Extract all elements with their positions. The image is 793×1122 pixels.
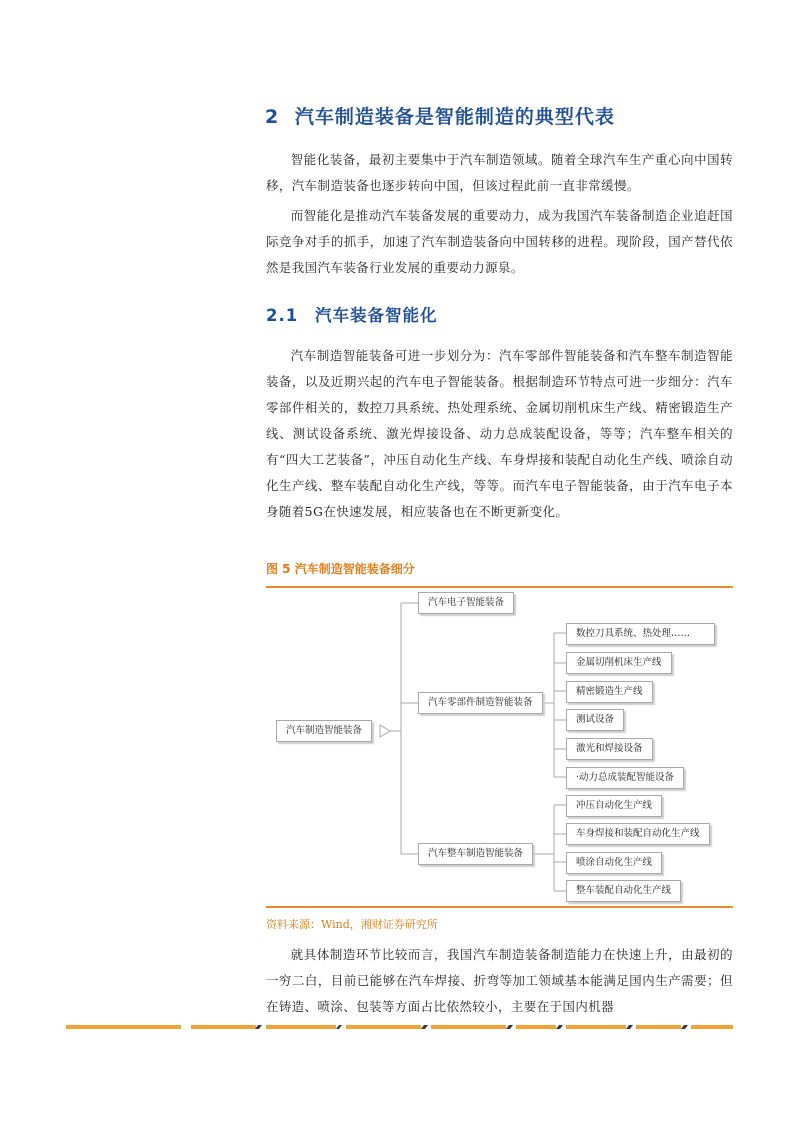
node-parts: 汽车零部件制造智能装备	[418, 692, 543, 714]
figure-top-rule	[266, 586, 733, 588]
node-electronics: 汽车电子智能装备	[418, 592, 514, 614]
parts-child-1: 数控刀具系统、热处理……	[566, 623, 715, 645]
vehicle-child-2: 车身焊接和装配自动化生产线	[566, 823, 710, 845]
section-heading	[265, 102, 615, 129]
figure-source: 资料来源：Wind，湘财证券研究所	[266, 918, 438, 931]
figure-title: 图 5 汽车制造智能装备细分	[266, 562, 415, 576]
footer-stripe	[66, 1025, 733, 1031]
subsection-heading	[266, 302, 437, 326]
root-node: 汽车制造智能装备	[276, 720, 372, 742]
subsection-number: 2.1	[266, 306, 299, 325]
vehicle-child-4: 整车装配自动化生产线	[566, 880, 681, 902]
parts-child-3: 精密锻造生产线	[566, 681, 653, 703]
parts-child-2: 金属切削机床生产线	[566, 652, 672, 674]
section-title: 汽车制造装备是智能制造的典型代表	[294, 106, 615, 128]
section-number: 2	[265, 106, 280, 128]
paragraph-3: 汽车制造智能装备可进一步划分为：汽车零部件智能装备和汽车整车制造智能装备，以及近期兴起的汽车电子智能装备。根据制造环节特点可进一步细分：汽车零部件相关的，数控刀具系统、热处理系统、金属切削机床生产线、精密锻造生产线、测试设备系统、激光焊接设备、动力总成装配设备，等等；汽车整车相关的有“四大工艺装备”，冲压自动化生产线、车身焊接和装配自动化生产线、喷涂自动化生产线、整车装配自动化生产线，等等。而汽车电子智能装备，由于汽车电子本身随着5G在快速发展，相应装备也在不断更新变化。	[266, 348, 733, 519]
paragraph-1: 智能化装备，最初主要集中于汽车制造领域。随着全球汽车生产重心向中国转移，汽车制造装备也逐步转向中国，但该过程此前一直非常缓慢。	[266, 152, 733, 193]
subsection-title: 汽车装备智能化	[314, 306, 438, 325]
parts-child-4: 测试设备	[566, 709, 624, 731]
paragraph-4: 就具体制造环节比较而言，我国汽车制造装备制造能力在快速上升，由最初的一穷二白，目前已能够在汽车焊接、折弯等加工领域基本能满足国内生产需要；但在铸造、喷涂、包装等方面占比依然较小，主要在于国内机器	[266, 947, 733, 1014]
parts-child-6: ·动力总成装配智能设备	[566, 767, 684, 789]
node-vehicle: 汽车整车制造智能装备	[418, 843, 533, 865]
paragraph-2: 而智能化是推动汽车装备发展的重要动力，成为我国汽车装备制造企业追赶国际竞争对手的抓手，加速了汽车制造装备向中国转移的进程。现阶段，国产替代依然是我国汽车装备行业发展的重要动力源泉。	[266, 208, 733, 275]
figure-bottom-rule	[266, 906, 733, 908]
vehicle-child-3: 喷涂自动化生产线	[566, 852, 662, 874]
parts-child-5: 激光和焊接设备	[566, 738, 653, 760]
vehicle-child-1: 冲压自动化生产线	[566, 795, 662, 817]
